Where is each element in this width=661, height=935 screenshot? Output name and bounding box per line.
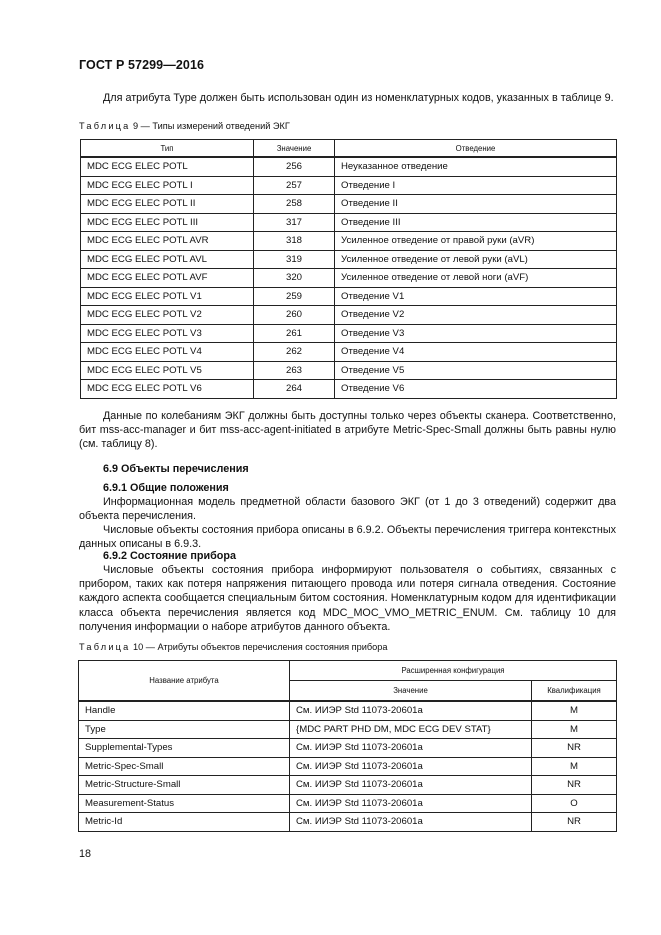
table-row xyxy=(79,701,617,720)
cell-type: MDC ECG ELEC POTL V3 xyxy=(81,324,254,343)
table-row xyxy=(79,757,617,776)
cell-value: 319 xyxy=(254,250,335,269)
cell-lead: Отведение V1 xyxy=(335,287,617,306)
cell-qualification: NR xyxy=(532,776,617,795)
cell-lead: Усиленное отведение от правой руки (aVR) xyxy=(335,232,617,251)
table9-col-type: Тип xyxy=(81,140,254,158)
table-row xyxy=(81,361,617,380)
intro-paragraph: Для атрибута Type должен быть использован один из номенклатурных кодов, указанных в таблице 9. xyxy=(103,92,614,104)
cell-type: MDC ECG ELEC POTL xyxy=(81,157,254,176)
table-row xyxy=(81,250,617,269)
cell-qualification: M xyxy=(532,720,617,739)
table-row xyxy=(79,739,617,758)
table9-caption xyxy=(79,120,290,132)
cell-value: {MDC PART PHD DM, MDC ECG DEV STAT} xyxy=(290,720,532,739)
cell-type: MDC ECG ELEC POTL AVF xyxy=(81,269,254,288)
table9-caption-title: 9 — Типы измерений отведений ЭКГ xyxy=(130,121,290,131)
table-row xyxy=(81,195,617,214)
cell-type: MDC ECG ELEC POTL I xyxy=(81,176,254,195)
cell-value: См. ИИЭР Std 11073-20601a xyxy=(290,739,532,758)
cell-value: 256 xyxy=(254,157,335,176)
table10-col-value: Значение xyxy=(290,681,532,702)
cell-attr-name: Metric-Id xyxy=(79,813,290,832)
section-6-9-1-para1: Информационная модель предметной области базового ЭКГ (от 1 до 3 отведений) содержит два объекта перечисления. xyxy=(79,496,616,523)
cell-lead: Отведение V3 xyxy=(335,324,617,343)
cell-value: См. ИИЭР Std 11073-20601a xyxy=(290,813,532,832)
cell-lead: Отведение V6 xyxy=(335,380,617,399)
cell-lead: Отведение V4 xyxy=(335,343,617,362)
cell-attr-name: Metric-Spec-Small xyxy=(79,757,290,776)
cell-value: 262 xyxy=(254,343,335,362)
cell-attr-name: Type xyxy=(79,720,290,739)
table-row xyxy=(81,176,617,195)
table10-caption-prefix: Таблица xyxy=(79,642,131,652)
cell-type: MDC ECG ELEC POTL V1 xyxy=(81,287,254,306)
cell-qualification: M xyxy=(532,701,617,720)
table9-col-lead: Отведение xyxy=(335,140,617,158)
table10-caption-title: 10 — Атрибуты объектов перечисления состояния прибора xyxy=(130,642,388,652)
page-number: 18 xyxy=(79,848,92,860)
cell-value: См. ИИЭР Std 11073-20601a xyxy=(290,776,532,795)
cell-lead: Отведение V2 xyxy=(335,306,617,325)
cell-value: 320 xyxy=(254,269,335,288)
section-6-9-1-para2: Числовые объекты состояния прибора описаны в 6.9.2. Объекты перечисления триггера контекстных данных описаны в 6.9.3. xyxy=(79,524,616,551)
table-row xyxy=(81,324,617,343)
cell-value: 317 xyxy=(254,213,335,232)
table10-col-attr-name: Название атрибута xyxy=(79,661,290,702)
cell-lead: Отведение I xyxy=(335,176,617,195)
document-header: ГОСТ Р 57299—2016 xyxy=(79,58,205,72)
cell-lead: Отведение V5 xyxy=(335,361,617,380)
cell-attr-name: Measurement-Status xyxy=(79,794,290,813)
table-row xyxy=(81,269,617,288)
table-row xyxy=(81,287,617,306)
table-row xyxy=(81,213,617,232)
table-row xyxy=(79,720,617,739)
cell-lead: Неуказанное отведение xyxy=(335,157,617,176)
table10 xyxy=(78,660,617,832)
cell-type: MDC ECG ELEC POTL V5 xyxy=(81,361,254,380)
cell-value: См. ИИЭР Std 11073-20601a xyxy=(290,794,532,813)
table-row xyxy=(79,776,617,795)
section-6-9-1-heading: 6.9.1 Общие положения xyxy=(103,482,229,494)
table-row xyxy=(79,813,617,832)
cell-value: 318 xyxy=(254,232,335,251)
cell-value: 264 xyxy=(254,380,335,399)
cell-type: MDC ECG ELEC POTL III xyxy=(81,213,254,232)
table-row xyxy=(79,794,617,813)
cell-value: 260 xyxy=(254,306,335,325)
cell-lead: Отведение II xyxy=(335,195,617,214)
cell-type: MDC ECG ELEC POTL V2 xyxy=(81,306,254,325)
table10-body xyxy=(79,701,617,831)
table-row xyxy=(81,343,617,362)
cell-attr-name: Handle xyxy=(79,701,290,720)
table9-header-row xyxy=(81,140,617,158)
cell-value: 263 xyxy=(254,361,335,380)
cell-qualification: M xyxy=(532,757,617,776)
cell-qualification: NR xyxy=(532,813,617,832)
table10-header-row-1 xyxy=(79,661,617,681)
cell-value: 258 xyxy=(254,195,335,214)
cell-type: MDC ECG ELEC POTL V4 xyxy=(81,343,254,362)
table-row xyxy=(81,232,617,251)
cell-attr-name: Metric-Structure-Small xyxy=(79,776,290,795)
cell-value: 261 xyxy=(254,324,335,343)
cell-value: См. ИИЭР Std 11073-20601a xyxy=(290,757,532,776)
table9-caption-prefix: Таблица xyxy=(79,121,131,131)
section-6-9-2-heading: 6.9.2 Состояние прибора xyxy=(103,550,236,562)
cell-lead: Отведение III xyxy=(335,213,617,232)
cell-type: MDC ECG ELEC POTL AVL xyxy=(81,250,254,269)
table10-col-qualification: Квалификация xyxy=(532,681,617,702)
cell-lead: Усиленное отведение от левой руки (aVL) xyxy=(335,250,617,269)
cell-qualification: NR xyxy=(532,739,617,758)
cell-type: MDC ECG ELEC POTL V6 xyxy=(81,380,254,399)
section-6-9-heading: 6.9 Объекты перечисления xyxy=(103,463,249,475)
table-row xyxy=(81,306,617,325)
cell-qualification: O xyxy=(532,794,617,813)
cell-type: MDC ECG ELEC POTL II xyxy=(81,195,254,214)
cell-type: MDC ECG ELEC POTL AVR xyxy=(81,232,254,251)
cell-attr-name: Supplemental-Types xyxy=(79,739,290,758)
cell-lead: Усиленное отведение от левой ноги (aVF) xyxy=(335,269,617,288)
table9 xyxy=(80,139,617,399)
table10-caption xyxy=(79,641,387,653)
table10-col-group-extended-config: Расширенная конфигурация xyxy=(290,661,617,681)
section-6-9-2-para: Числовые объекты состояния прибора информируют пользователя о событиях, связанных с прибором, таких как потеря напряжения питающего провода или потеря сигнала отведения. Состояние каждого аспекта сообщается специальным битом состояния. Номенклатурным кодом для идентификации класса объекта перечисления является код MDC_MOC_VMO_METRIC_ENUM. См. таблицу 10 для получения информации о наборе атрибутов данного объекта. xyxy=(79,564,616,633)
table-row xyxy=(81,157,617,176)
cell-value: 259 xyxy=(254,287,335,306)
paragraph-after-table9: Данные по колебаниям ЭКГ должны быть доступны только через объекты сканера. Соответственно, бит mss-acc-manager и бит mss-acc-agent-initiated в атрибуте Metric-Spec-Small должны быть равны нулю (см. таблицу 8). xyxy=(79,410,616,451)
table9-body xyxy=(81,157,617,398)
table9-col-value: Значение xyxy=(254,140,335,158)
table-row xyxy=(81,380,617,399)
cell-value: 257 xyxy=(254,176,335,195)
cell-value: См. ИИЭР Std 11073-20601a xyxy=(290,701,532,720)
